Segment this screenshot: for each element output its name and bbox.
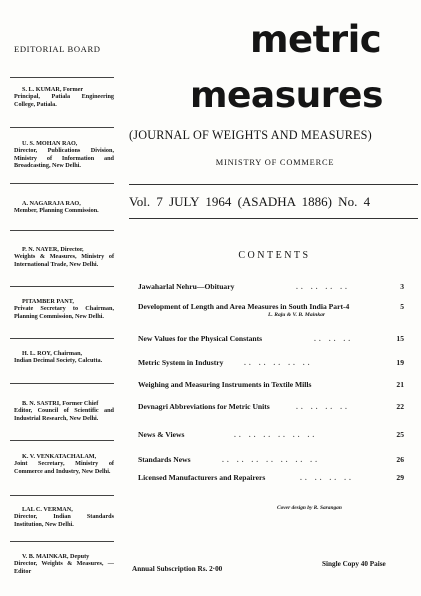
divider bbox=[10, 338, 114, 339]
divider bbox=[10, 440, 114, 441]
board-member: H. L. ROY, Chairman, Indian Decimal Society, Calcutta. bbox=[14, 350, 103, 365]
volume-line: Vol. 7 JULY 1964 (ASADHA 1886) No. 4 bbox=[129, 194, 371, 209]
logo-measures: measures bbox=[190, 75, 383, 116]
masthead-rule-bottom bbox=[129, 218, 418, 219]
board-member: V. B. MAINKAR, Deputy Director, Weights & Measures, —Editor bbox=[14, 553, 114, 575]
divider bbox=[10, 495, 114, 496]
board-member: PITAMBER PANT, Private Secretary to Chairman, Planning Commission, New Delhi. bbox=[14, 298, 114, 320]
editorial-board bbox=[10, 0, 112, 596]
ministry-line: MINISTRY OF COMMERCE bbox=[215, 158, 335, 167]
masthead-rule-top bbox=[129, 184, 418, 185]
divider bbox=[10, 183, 114, 184]
journal-subtitle: (JOURNAL OF WEIGHTS AND MEASURES) bbox=[129, 128, 372, 142]
board-member: S. L. KUMAR, Former Principal, Patiala Engineering College, Patiala. bbox=[14, 86, 114, 108]
divider bbox=[10, 77, 114, 78]
single-copy-price: Single Copy 40 Paise bbox=[322, 560, 386, 568]
divider bbox=[10, 230, 114, 231]
toc-authors: L. Raju & V. B. Mainkar bbox=[268, 312, 326, 318]
annual-subscription: Annual Subscription Rs. 2·00 bbox=[132, 565, 223, 573]
divider bbox=[10, 383, 114, 384]
divider bbox=[10, 286, 114, 287]
cover-credit: Cover design by R. Sarangan bbox=[277, 505, 342, 511]
board-member: LAL C. VERMAN, Director, Indian Standards Institution, New Delhi. bbox=[14, 506, 114, 528]
board-member: A. NAGARAJA RAO, Member, Planning Commission. bbox=[14, 200, 99, 215]
contents-title: CONTENTS bbox=[238, 250, 311, 261]
divider bbox=[10, 127, 114, 128]
logo-metric: metric bbox=[250, 18, 382, 61]
board-member: P. N. NAYER, Director, Weights & Measures, Ministry of International Trade, New Delhi. bbox=[14, 246, 114, 268]
board-member: K. V. VENKATACHALAM, Joint Secretary, Ministry of Commerce and Industry, New Delhi. bbox=[14, 453, 114, 475]
board-member: U. S. MOHAN RAO, Director, Publications Division, Ministry of Information and Broadcasting, New Delhi. bbox=[14, 140, 114, 169]
board-member: B. N. SASTRI, Former Chief Editor, Council of Scientific and Industrial Research, New Delhi. bbox=[14, 400, 114, 422]
divider bbox=[10, 541, 114, 542]
editorial-board-title: EDITORIAL BOARD bbox=[14, 44, 101, 54]
